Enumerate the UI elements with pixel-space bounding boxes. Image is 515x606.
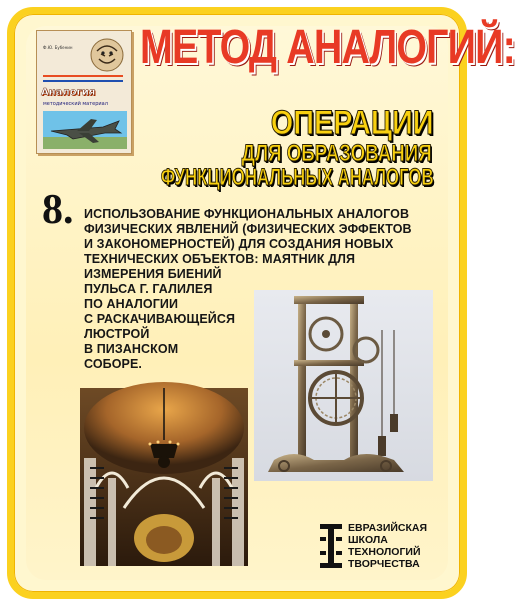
- body-line: С РАСКАЧИВАЮЩЕЙСЯ: [84, 312, 236, 326]
- body-line: ИСПОЛЬЗОВАНИЕ ФУНКЦИОНАЛЬНЫХ АНАЛОГОВ: [84, 207, 410, 221]
- cathedral-chandelier-icon: [80, 388, 248, 566]
- body-line: ТЕХНИЧЕСКИХ ОБЪЕКТОВ: МАЯТНИК ДЛЯ: [84, 252, 356, 266]
- subtitle-line-1: ОПЕРАЦИИ: [271, 104, 434, 142]
- book-author: Ф.Ю. Бубенин: [43, 45, 73, 50]
- airplane-icon: [43, 111, 127, 149]
- logo-line: ШКОЛА: [348, 534, 388, 546]
- book-divider: [43, 75, 123, 77]
- body-line: ИЗМЕРЕНИЯ БИЕНИЙ: [84, 267, 222, 281]
- school-logo: [320, 522, 450, 572]
- logo-line: ЕВРАЗИЙСКАЯ: [348, 522, 428, 534]
- body-line: И ЗАКОНОМЕРНОСТЕЙ) ДЛЯ СОЗДАНИЯ НОВЫХ: [84, 237, 394, 251]
- body-line: В ПИЗАНСКОМ: [84, 342, 179, 356]
- logo-line: ТВОРЧЕСТВА: [348, 558, 420, 570]
- body-line: СОБОРЕ.: [84, 357, 142, 371]
- logo-line: ТЕХНОЛОГИЙ: [348, 546, 421, 558]
- tiger-icon: [89, 37, 125, 73]
- subtitle-line-2: ДЛЯ ОБРАЗОВАНИЯ: [241, 140, 432, 167]
- body-line: ЛЮСТРОЙ: [84, 327, 150, 341]
- item-number: 8.: [42, 187, 74, 233]
- book-subtitle: методический материал: [43, 101, 108, 107]
- book-divider: [43, 80, 123, 82]
- school-logo-text: [348, 522, 427, 570]
- pendulum-mechanism-icon: [254, 290, 433, 481]
- body-line: ФИЗИЧЕСКИХ ЯВЛЕНИЙ (ФИЗИЧЕСКИХ ЭФФЕКТОВ: [84, 222, 412, 236]
- body-line: ПУЛЬСА Г. ГАЛИЛЕЯ: [84, 282, 213, 296]
- pendulum-clock-image: [254, 290, 433, 481]
- body-line: ПО АНАЛОГИИ: [84, 297, 179, 311]
- book-title: Аналогия: [41, 87, 96, 98]
- subtitle-line-3: ФУНКЦИОНАЛЬНЫХ АНАЛОГОВ: [161, 164, 434, 191]
- book-cover-image: [36, 30, 132, 154]
- school-logo-icon: [320, 524, 342, 568]
- pisa-cathedral-image: [80, 388, 248, 566]
- page-title: МЕТОД АНАЛОГИЙ:: [140, 21, 515, 74]
